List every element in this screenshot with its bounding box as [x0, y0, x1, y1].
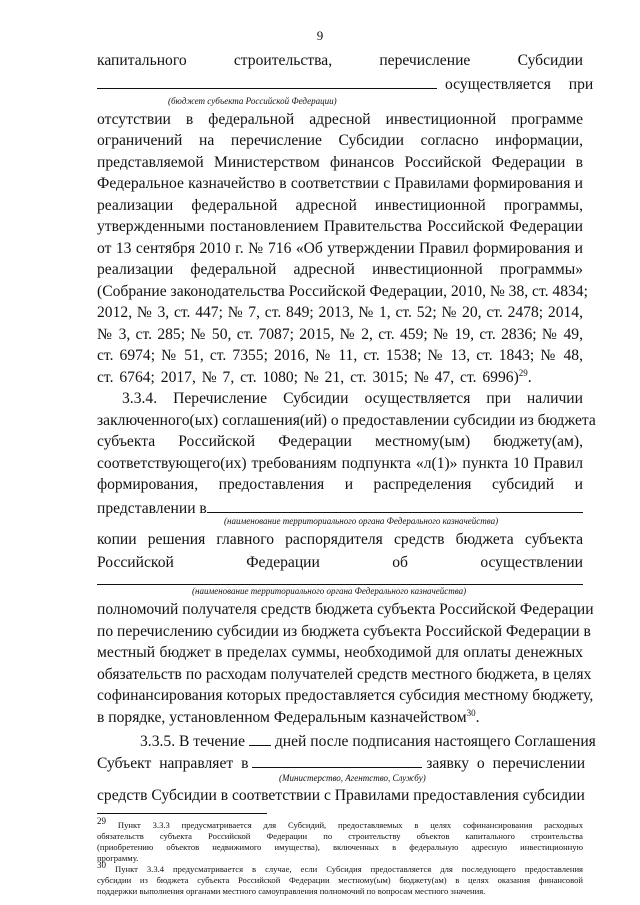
text-line: ст. 6764; 2017, № 7, ст. 1080; № 21, ст. 3015; № 47, ст. 6996)$^{29}$. [97, 367, 532, 386]
footnote-number: 29 [97, 816, 106, 827]
footnote-30-line: субсидии из бюджета субъекта Российской Федерации местному(ым) бюджету(ам) в целях оказания финансовой [97, 875, 583, 885]
text-line: отсутствии в федеральной адресной инвестиционной программе [97, 111, 583, 128]
text-fragment: заявку о перечислении [426, 755, 586, 772]
text-line-with-blank [97, 74, 594, 94]
text-line: ограничений на перечисление Субсидии согласно информации, [97, 132, 583, 149]
text-fragment: представлении в [97, 500, 207, 517]
text-line: средств Субсидии в соответствии с Правилами предоставления субсидии [97, 787, 585, 804]
text-line-with-blank [97, 498, 583, 518]
caption-budget: (бюджет субъекта Российской Федерации) [168, 96, 337, 106]
text-line: копии решения главного распорядителя средств бюджета субъекта [97, 531, 583, 548]
text-line: капитального строительства, перечисление Субсидии [97, 52, 583, 69]
paragraph-3-3-4-start: 3.3.4. Перечисление Субсидии осуществляется при наличии [122, 390, 583, 407]
text-line: полномочий получателя средств бюджета субъекта Российской Федерации [97, 601, 594, 618]
footnote-29-line: обязательств субъекта Российской Федерации по строительству объектов капитального строительства [97, 831, 583, 841]
text-line: утвержденными постановлением Правительства Российской Федерации [97, 218, 583, 235]
text-line: № 3, ст. 285; № 50, ст. 7087; 2015, № 2, ст. 459; № 19, ст. 2836; № 49, [97, 326, 583, 343]
text-line: заключенного(ых) соглашения(ий) о предоставлении субсидии из бюджета [97, 412, 596, 429]
text-line: представляемой Министерством финансов Российской Федерации в [97, 154, 583, 171]
text-line: местный бюджет в пределах суммы, необходимой для оплаты денежных [97, 644, 583, 661]
ministry-blank [252, 753, 422, 768]
page-number: 9 [316, 28, 324, 43]
text-line: формирования, предоставления и распределения субсидий и [97, 476, 583, 493]
text-line: обязательств по расходам получателей средств местного бюджета, в целях [97, 666, 592, 683]
text-line: в порядке, установленном Федеральным казначейством$^{30}$. [97, 707, 480, 726]
caption-ministry: (Министерство, Агентство, Службу) [279, 773, 426, 783]
text-line: по перечислению субсидии из бюджета субъекта Российской Федерации в [97, 623, 591, 640]
paragraph-3-3-5-start [140, 731, 596, 751]
caption-treasury-1: (наименование территориального органа Федерального казначейства) [224, 516, 499, 526]
budget-blank [97, 74, 437, 89]
footnote-ref-30: 30 [466, 707, 476, 718]
text-line: (Собрание законодательства Российской Федерации, 2010, № 38, ст. 4834; [97, 283, 588, 300]
text-fragment: Пункт 3.3.4 предусматривается в случае, если Субсидия предоставляется для последующего предоставления [114, 864, 583, 874]
footnote-number: 30 [97, 860, 106, 871]
text-line: Российской Федерации об осуществлении [97, 554, 583, 571]
text-line: софинансирования которых предоставляется субсидия местному бюджету, [97, 687, 594, 704]
text-fragment: Пункт 3.3.3 предусматривается для Субсидий, предоставляемых в целях софинансирования расходных [117, 820, 583, 830]
text-fragment: ст. 6764; 2017, № 7, ст. 1080; № 21, ст. 3015; № 47, ст. 6996) [97, 369, 519, 386]
text-fragment: в порядке, установленном Федеральным казначейством [97, 709, 467, 726]
text-line: соответствующего(их) требованиям подпункта «л(1)» пункта 10 Правил [97, 455, 583, 472]
text-line: реализации федеральной адресной инвестиционной программы, [97, 197, 583, 214]
text-line: 2012, № 3, ст. 447; № 7, ст. 849; 2013, № 1, ст. 52; № 20, ст. 2478; 2014, [97, 304, 583, 321]
treasury-blank-2 [97, 584, 583, 585]
footnote-30-line [97, 860, 583, 875]
text-line: реализации федеральной адресной инвестиционной программы» [97, 261, 583, 278]
text-fragment: 3.3.5. В течение [140, 733, 246, 750]
text-line: от 13 сентября 2010 г. № 716 «Об утверждении Правил формирования и [97, 240, 583, 257]
text-fragment: дней после подписания настоящего Соглашения [274, 733, 596, 750]
footnote-29-line: программу. [97, 853, 139, 863]
footnote-separator [97, 813, 267, 814]
footnote-29-line: (приобретению объектов недвижимого имущества), включенных в федеральную адресную инвестиционную [97, 842, 583, 852]
text-fragment: осуществляется при [445, 76, 594, 93]
text-line: субъекта Российской Федерации местному(ым) бюджету(ам), [97, 433, 583, 450]
days-blank [249, 731, 271, 746]
text-line: ст. 6974; № 51, ст. 7355; 2016, № 11, ст. 1538; № 13, ст. 1843; № 48, [97, 347, 583, 364]
caption-treasury-2: (наименование территориального органа Федерального казначейства) [192, 586, 467, 596]
footnote-ref-29: 29 [518, 367, 528, 378]
footnote-30-line: поддержки выполнения органами местного самоуправления полномочий по вопросам местного значения. [97, 886, 486, 896]
text-fragment: Субъект направляет в [97, 755, 249, 772]
text-line: Федеральное казначейство в соответствии с Правилами формирования и [97, 175, 583, 192]
footnote-29-line [97, 816, 583, 831]
text-line-with-blank [97, 753, 586, 773]
treasury-blank-1 [207, 498, 583, 513]
